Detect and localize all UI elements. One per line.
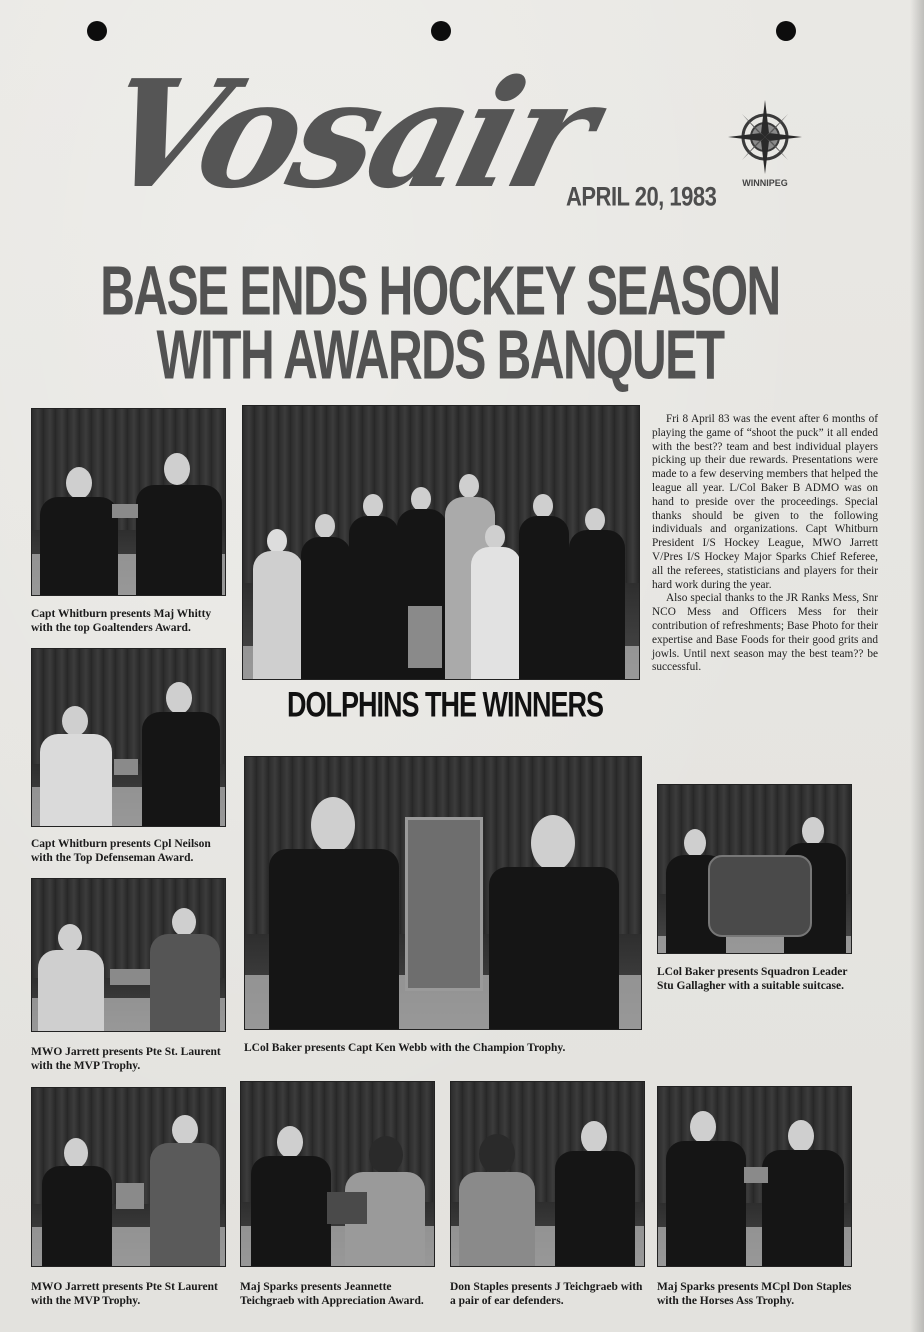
page-edge-shadow bbox=[910, 0, 924, 1332]
compass-rose-icon bbox=[728, 100, 802, 174]
caption-mvp-trophy-2: MWO Jarrett presents Pte St Laurent with the MVP Trophy. bbox=[31, 1281, 218, 1307]
caption-goaltender-award: Capt Whitburn presents Maj Whitty with the top Goaltenders Award. bbox=[31, 608, 212, 634]
headline-line-1: BASE ENDS HOCKEY SEASON bbox=[100, 253, 780, 331]
caption-defenseman-award: Capt Whitburn presents Cpl Neilson with the Top Defenseman Award. bbox=[31, 838, 211, 864]
caption-suitcase: LCol Baker presents Squadron Leader Stu Gallagher with a suitable suitcase. bbox=[657, 966, 848, 992]
photo-mvp-trophy-1 bbox=[31, 878, 226, 1032]
caption-horses-ass-trophy: Maj Sparks presents MCpl Don Staples with the Horses Ass Trophy. bbox=[657, 1281, 852, 1307]
subheadline: DOLPHINS THE WINNERS bbox=[286, 685, 603, 725]
article-body bbox=[652, 413, 878, 675]
punch-hole bbox=[776, 21, 796, 41]
headline-line-2: WITH AWARDS BANQUET bbox=[156, 317, 724, 395]
photo-ear-defenders bbox=[450, 1081, 645, 1267]
punch-hole bbox=[87, 21, 107, 41]
masthead-logo: Vosair bbox=[86, 47, 608, 221]
photo-team-dolphins bbox=[242, 405, 640, 680]
place-label: WINNIPEG bbox=[742, 178, 788, 188]
photo-suitcase bbox=[657, 784, 852, 954]
photo-champion-trophy bbox=[244, 756, 642, 1030]
photo-defenseman-award bbox=[31, 648, 226, 827]
photo-goaltender-award bbox=[31, 408, 226, 596]
caption-ear-defenders: Don Staples presents J Teichgraeb with a pair of ear defenders. bbox=[450, 1281, 643, 1307]
caption-mvp-trophy-1: MWO Jarrett presents Pte St. Laurent with the MVP Trophy. bbox=[31, 1046, 221, 1072]
issue-date: APRIL 20, 1983 bbox=[566, 181, 717, 212]
caption-appreciation-award: Maj Sparks presents Jeannette Teichgraeb with Appreciation Award. bbox=[240, 1281, 424, 1307]
article-paragraph: Fri 8 April 83 was the event after 6 months of playing the game of “shoot the puck” it all ended with the best?? team and best individual players picking up their due rewards. Presentations were made to a few deserving members that helped the league all year. L/Col Baker B ADMO was on hand to preside over the proceedings. Special thanks should be given to the following individuals and organizations. Capt Whitburn President I/S Hockey League, MWO Jarrett V/Pres I/S Hockey Major Sparks Chief Referee, all the referees, statisticians and players for their hard work during the year. bbox=[652, 413, 878, 591]
photo-appreciation-award bbox=[240, 1081, 435, 1267]
punch-hole bbox=[431, 21, 451, 41]
article-paragraph: Also special thanks to the JR Ranks Mess, Snr NCO Mess and Officers Mess for their contribution of refreshments; Base Photo for their expertise and Base Foods for their good grits and jowls. Until next season may the best team?? be successful. bbox=[652, 592, 878, 674]
photo-mvp-trophy-2 bbox=[31, 1087, 226, 1267]
caption-champion-trophy: LCol Baker presents Capt Ken Webb with the Champion Trophy. bbox=[244, 1042, 566, 1054]
photo-horses-ass-trophy bbox=[657, 1086, 852, 1267]
